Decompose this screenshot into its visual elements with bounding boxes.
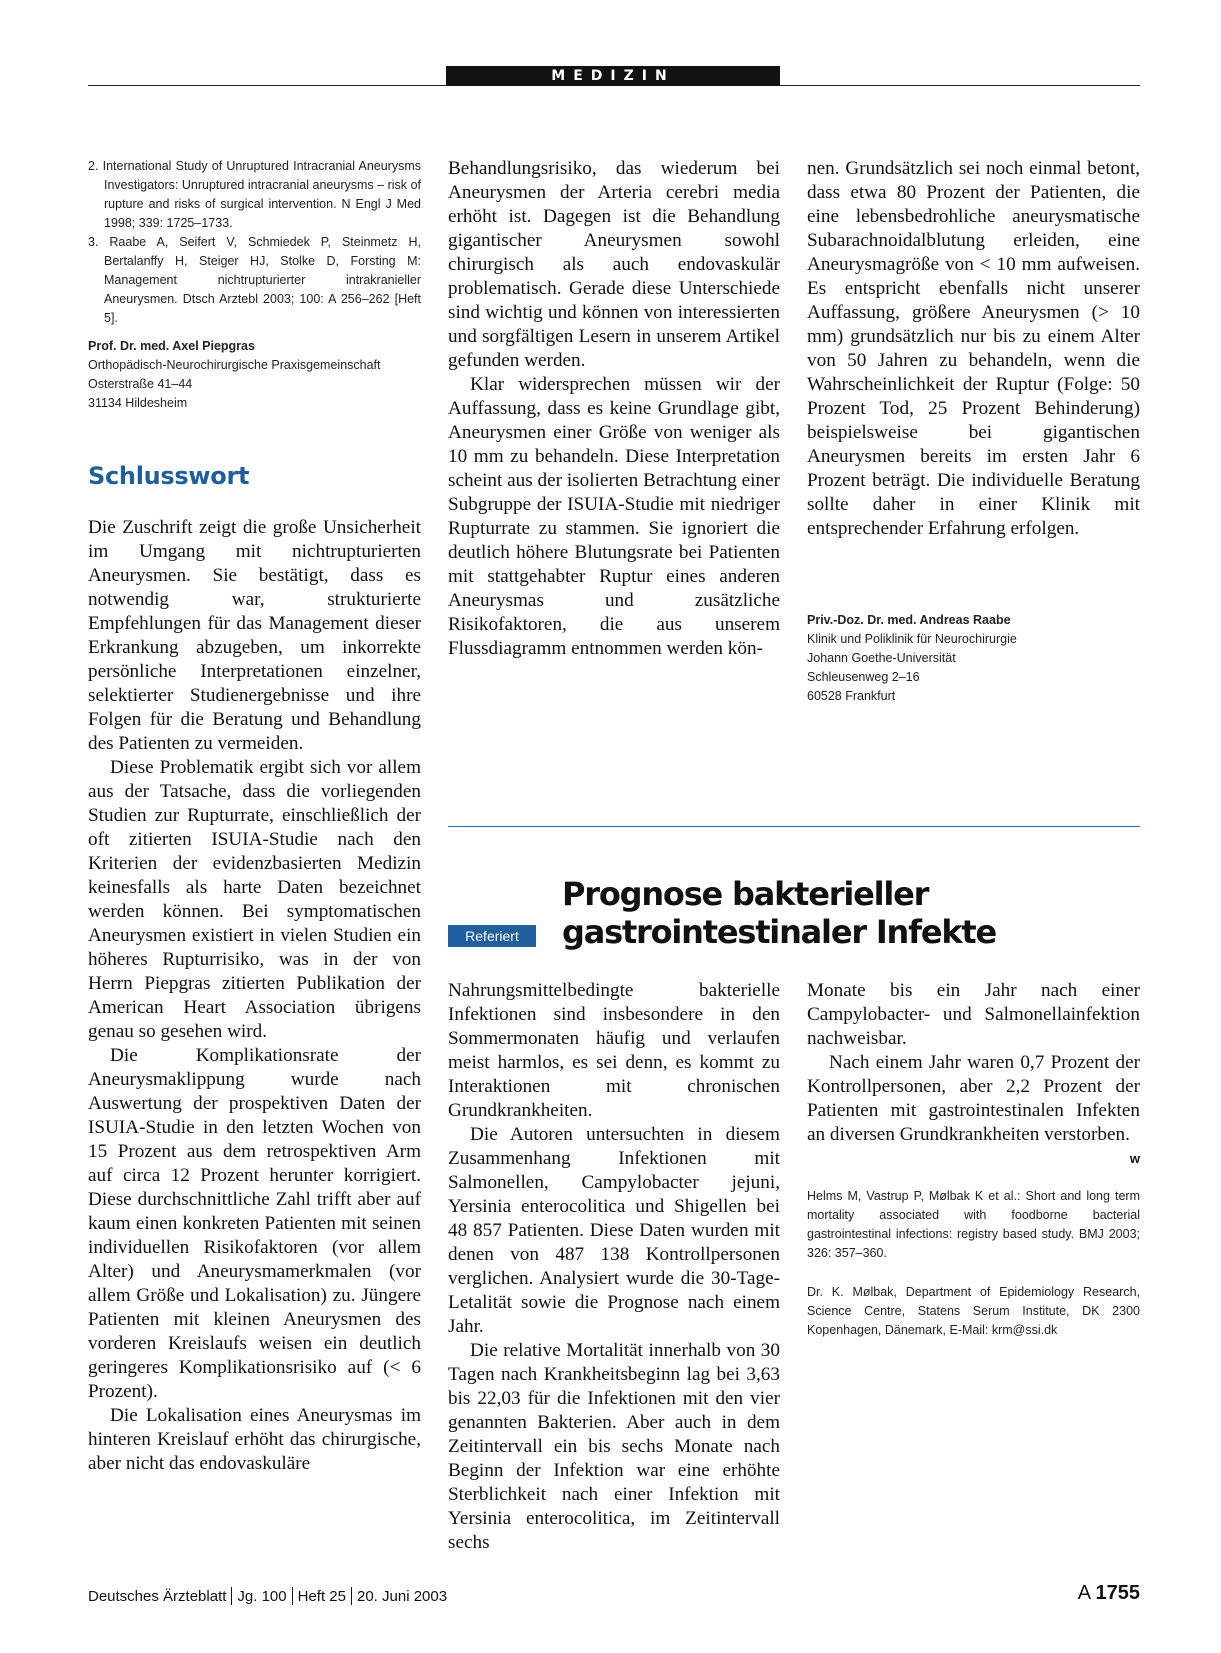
article-title-line-2: gastrointestinaler Infekte (562, 913, 997, 951)
page-prefix: A (1077, 1582, 1090, 1604)
journal-volume: Jg. 100 (237, 1587, 287, 1605)
paragraph: Die relative Mortalität innerhalb von 30 Tagen nach Krankheitsbeginn lag bei 3,63 bis 22,03 für die Infektionen mit den vier genannten Bakterien. Aber auch in dem Zeitintervall ein bis sechs Monate nach Beginn der Infektion war eine erhöhte Sterblichkeit nach einer Infektion mit Yersinia enterocolitica, im Zeitintervall sechs (448, 1340, 780, 1553)
schlusswort-column-1 (88, 516, 421, 1476)
author-name: Priv.-Doz. Dr. med. Andreas Raabe (807, 613, 1011, 627)
section-heading-schlusswort: Schlusswort (88, 462, 250, 490)
footer-separator (231, 1587, 232, 1605)
footer-journal-info (88, 1587, 447, 1605)
contact-text: Dr. K. Mølbak, Department of Epidemiology Research, Science Centre, Statens Serum Institute, DK 2300 Kopenhagen, Dänemark, E-Mail: krm@ssi.dk (807, 1285, 1140, 1337)
author-address-2 (807, 611, 1140, 706)
article-title (562, 875, 996, 951)
journal-name: Deutsches Ärzteblatt (88, 1587, 227, 1605)
article-title-line-1: Prognose bakterieller (562, 875, 929, 913)
footer-separator (351, 1587, 352, 1605)
author-city: 60528 Frankfurt (807, 689, 896, 703)
article-divider (448, 826, 1140, 827)
paragraph: nen. Grundsätzlich sei noch einmal betont, dass etwa 80 Prozent der Patienten, die eine lebensbedrohliche aneurysmatische Subarachnoidalblutung erleiden, eine Aneurysmagröße von < 10 mm aufweisen. Es entspricht ebenfalls nicht unserer Auffassung, größere Aneurysmen (> 10 mm) grundsätzlich nur bis zu einem Alter von 50 Jahren zu behandeln, wenn die Wahrscheinlichkeit der Ruptur (Folge: 50 Prozent Tod, 25 Prozent Behinderung) beispielsweise bei gigantischen Aneurysmen bereits im ersten Jahr 6 Prozent beträgt. Die individuelle Beratung sollte daher in einer Klinik mit entsprechender Erfahrung erfolgen. (807, 158, 1140, 539)
author-name: Prof. Dr. med. Axel Piepgras (88, 339, 255, 353)
paragraph: Behandlungsrisiko, das wiederum bei Aneurysmen der Arteria cerebri media erhöht ist. Dagegen ist die Behandlung gigantischer Aneurysmen sowohl chirurgisch als auch endovaskulär problematisch. Gerade diese Unterschiede sind wichtig und können von interessierten und sorgfältigen Lesern in unserem Artikel gefunden werden. (448, 158, 780, 371)
author-affiliation: Klinik und Poliklinik für Neurochirurgie (807, 632, 1017, 646)
author-signature: w (1129, 1151, 1140, 1166)
footer-separator (292, 1587, 293, 1605)
author-university: Johann Goethe-Universität (807, 651, 956, 665)
reference-list (88, 157, 421, 328)
journal-date: 20. Juni 2003 (357, 1587, 448, 1605)
paragraph: Die Lokalisation eines Aneurysmas im hinteren Kreislauf erhöht das chirurgische, aber nicht das endovaskuläre (88, 1405, 421, 1474)
page-number (1078, 1582, 1140, 1605)
author-affiliation: Orthopädisch-Neurochirurgische Praxisgemeinschaft (88, 358, 381, 372)
citation-text: Helms M, Vastrup P, Mølbak K et al.: Short and long term mortality associated with foodborne bacterial gastrointestinal infections: registry based study. BMJ 2003; 326: 357–360. (807, 1189, 1140, 1260)
category-badge: Referiert (448, 925, 536, 947)
schlusswort-column-3 (807, 157, 1140, 541)
author-address-1 (88, 337, 421, 413)
paragraph: Klar widersprechen müssen wir der Auffassung, dass es keine Grundlage gibt, Aneurysmen einer Größe von weniger als 10 mm zu behandeln. Diese Interpretation scheint aus der isolierten Betrachtung einer Subgruppe der ISUIA-Studie mit niedriger Rupturrate zu stammen. Sie ignoriert die deutlich höhere Blutungsrate bei Patienten mit stattgehabter Ruptur eines anderen Aneurysmas und zusätzliche Risikofaktoren, die aus unserem Flussdiagramm entnommen werden kön- (448, 374, 780, 659)
paragraph: Die Zuschrift zeigt die große Unsicherheit im Umgang mit nichtrupturierten Aneurysmen. Sie bestätigt, dass es notwendig war, strukturierte Empfehlungen für das Management dieser Erkrankung abzugeben, um inkorrekte persönliche Interpretationen einzelner, selektierter Studienergebnisse und ihre Folgen für die Beratung und Behandlung des Patienten zu vermeiden. (88, 517, 421, 754)
paragraph: Diese Problematik ergibt sich vor allem aus der Tatsache, dass die vorliegenden Studien zur Rupturrate, einschließlich der oft zitierten ISUIA-Studie nach den Kriterien der evidenzbasierten Medizin keinesfalls als harte Daten bezeichnet werden können. Bei symptomatischen Aneurysmen existiert in vielen Studien ein höheres Rupturrisiko, was in der von Herrn Piepgras zitierten Publikation der American Heart Association übrigens genau so gesehen wird. (88, 757, 421, 1042)
article-contact (807, 1283, 1140, 1340)
article-column-1 (448, 979, 780, 1555)
author-street: Schleusenweg 2–16 (807, 670, 920, 684)
author-street: Osterstraße 41–44 (88, 377, 193, 391)
article-column-2 (807, 979, 1140, 1171)
paragraph: Die Autoren untersuchten in diesem Zusammenhang Infektionen mit Salmonellen, Campylobacter jejuni, Yersinia enterocolitica und Shigellen bei 48 857 Patienten. Diese Daten wurden mit denen von 487 138 Kontrollpersonen verglichen. Analysiert wurde die 30-Tage-Letalität sowie die Prognose nach einem Jahr. (448, 1124, 780, 1337)
paragraph: Nahrungsmittelbedingte bakterielle Infektionen sind insbesondere in den Sommermonaten häufig und verlaufen meist harmlos, es sei denn, es kommt zu Interaktionen mit chronischen Grundkrankheiten. (448, 980, 780, 1121)
section-label: MEDIZIN (446, 66, 780, 86)
journal-issue: Heft 25 (297, 1587, 346, 1605)
article-citation (807, 1187, 1140, 1263)
reference-item: 3. Raabe A, Seifert V, Schmiedek P, Steinmetz H, Bertalanffy H, Steiger HJ, Stolke D, Forsting M: Management nichtrupturierter intrakranieller Aneurysmen. Dtsch Arztebl 2003; 100: A 256–262 [Heft 5]. (88, 235, 421, 325)
paragraph: Die Komplikationsrate der Aneurysmaklippung wurde nach Auswertung der prospektiven Daten der ISUIA-Studie in den letzten Wochen von 15 Prozent aus dem retrospektiven Arm auf circa 12 Prozent herunter korrigiert. Diese durchschnittliche Zahl trifft aber auf kaum einen konkreten Patienten mit seinen individuellen Risikofaktoren (vor allem Alter) und Aneurysmamerkmalen (vor allem Größe und Lokalisation) zu. Jüngere Patienten mit kleinen Aneurysmen des vorderen Kreislaufs weisen ein deutlich geringeres Komplikationsrisiko auf (< 6 Prozent). (88, 1045, 421, 1402)
paragraph: Monate bis ein Jahr nach einer Campylobacter- und Salmonellainfektion nachweisbar. (807, 980, 1140, 1049)
page-number-value: 1755 (1095, 1582, 1140, 1604)
schlusswort-column-2 (448, 157, 780, 661)
reference-item: 2. International Study of Unruptured Intracranial Aneurysms Investigators: Unruptured intracranial aneurysms – risk of rupture and risks of surgical intervention. N Engl J Med 1998; 339: 1725–1733. (88, 159, 421, 230)
paragraph-text: Nach einem Jahr waren 0,7 Prozent der Kontrollpersonen, aber 2,2 Prozent der Patienten mit gastrointestinalen Infekten an diversen Grundkrankheiten verstorben. (807, 1052, 1140, 1145)
paragraph (807, 1051, 1140, 1166)
author-city: 31134 Hildesheim (88, 396, 188, 410)
